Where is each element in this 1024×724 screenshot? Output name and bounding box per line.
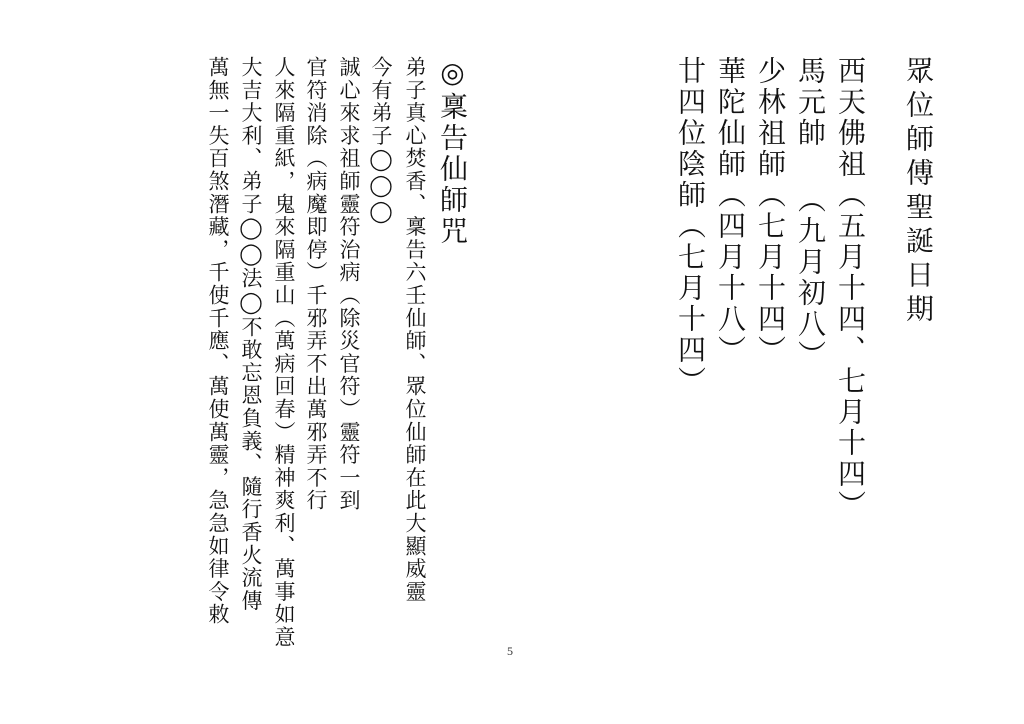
birthday-entry-huatuo: 華陀仙師︵四月十八︶ [714, 56, 747, 366]
invocation-line-7: 萬無一失百煞潛藏，千使千應、萬使萬靈，急急如律令敕 [206, 56, 230, 626]
invocation-line-1: 弟子真心焚香、稟告六壬仙師、眾位仙師在此大顯威靈 [403, 56, 427, 604]
birthday-entry-marshal-ma: 馬元帥 ︵九月初八︶ [794, 56, 827, 371]
birthday-entry-shaolin: 少林祖師︵七月十四︶ [754, 56, 787, 366]
birthday-entry-yin-masters: 廿四位陰師︵七月十四︶ [674, 56, 707, 397]
invocation-line-3: 誠心來求祖師靈符治病︵除災官符︶靈符一到 [337, 56, 361, 512]
section-title-birthdays: 眾位師傅聖誕日期 [902, 56, 935, 328]
page-number: 5 [507, 644, 513, 658]
section-title-invocation: ◎稟告仙師咒 [436, 56, 469, 247]
invocation-line-6: 大吉大利、弟子◯◯法◯不敢忘恩負義、隨行香火流傳 [239, 56, 263, 613]
invocation-line-2: 今有弟子◯◯◯ [369, 56, 393, 225]
invocation-line-5: 人來隔重紙，鬼來隔重山︵萬病回春︶精神爽利、萬事如意 [272, 56, 296, 649]
invocation-line-4: 官符消除︵病魔即停︶千邪弄不出萬邪弄不行 [304, 56, 328, 512]
birthday-entry-buddha: 西天佛祖︵五月十四、七月十四︶ [834, 56, 867, 521]
